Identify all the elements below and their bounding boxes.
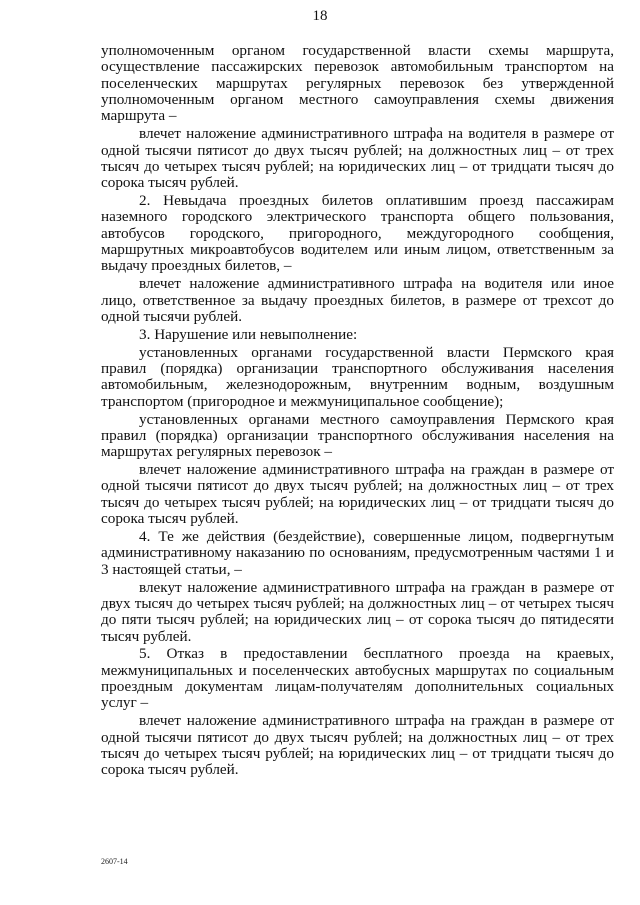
page-number: 18: [312, 8, 328, 24]
paragraph-12: влечет наложение административного штрафа на граждан в размере от одной тысячи пятисот до двух тысяч рублей; на должностных лиц – от трех тысяч до четырех тысяч рублей; на юридических лиц – от тридцати тысяч до сорока тысяч рублей.: [101, 712, 614, 779]
document-code: 2607-14: [101, 857, 128, 866]
paragraph-5: 3. Нарушение или невыполнение:: [139, 325, 358, 343]
paragraph-10: влекут наложение административного штрафа на граждан в размере от двух тысяч до четырех тысяч рублей; на должностных лиц – от четырех тысяч до пяти тысяч рублей; на юридических лиц – от сорока тысяч до пятидесяти тысяч рублей.: [101, 578, 614, 645]
paragraph-11: 5. Отказ в предоставлении бесплатного проезда на краевых, межмуниципальных и поселенческих автобусных маршрутах по социальным проездным документам лицам-получателям дополнительных социальных услуг –: [101, 645, 614, 712]
paragraph-7: установленных органами местного самоуправления Пермского края правил (порядка) организации транспортного обслуживания населения на маршрутах регулярных перевозок –: [101, 410, 614, 461]
paragraph-3: 2. Невыдача проездных билетов оплатившим проезд пассажирам наземного городского электрического транспорта общего пользования, автобусов городского, пригородного, междугородного сообщения, маршрутных микроавтобусов водителем или иным лицом, ответственным за выдачу проездных билетов, –: [101, 192, 614, 275]
paragraph-2: влечет наложение административного штрафа на водителя в размере от одной тысячи пятисот до двух тысяч рублей; на должностных лиц – от трех тысяч до четырех тысяч рублей; на юридических лиц – от тридцати тысяч до сорока тысяч рублей.: [101, 125, 614, 192]
paragraph-4: влечет наложение административного штрафа на водителя или иное лицо, ответственное за выдачу проездных билетов, в размере от трехсот до одной тысячи рублей.: [101, 275, 614, 325]
paragraph-6: установленных органами государственной власти Пермского края правил (порядка) организации транспортного обслуживания населения автомобильным, железнодорожным, внутренним водным, воздушным транспортом (пригородное и межмуниципальное сообщение);: [101, 343, 614, 410]
document-body: [101, 43, 614, 780]
paragraph-8: влечет наложение административного штрафа на граждан в размере от одной тысячи пятисот до двух тысяч рублей; на должностных лиц – от трех тысяч до четырех тысяч рублей; на юридических лиц – от тридцати тысяч до сорока тысяч рублей.: [101, 461, 614, 528]
paragraph-9: 4. Те же действия (бездействие), совершенные лицом, подвергнутым административному наказанию по основаниям, предусмотренным частями 1 и 3 настоящей статьи, –: [101, 527, 614, 578]
paragraph-1: уполномоченным органом государственной власти схемы маршрута, осуществление пассажирских перевозок автомобильным транспортом на поселенческих маршрутах регулярных перевозок без утвержденной уполномоченным органом местного самоуправления схемы движения маршрута –: [101, 42, 614, 125]
